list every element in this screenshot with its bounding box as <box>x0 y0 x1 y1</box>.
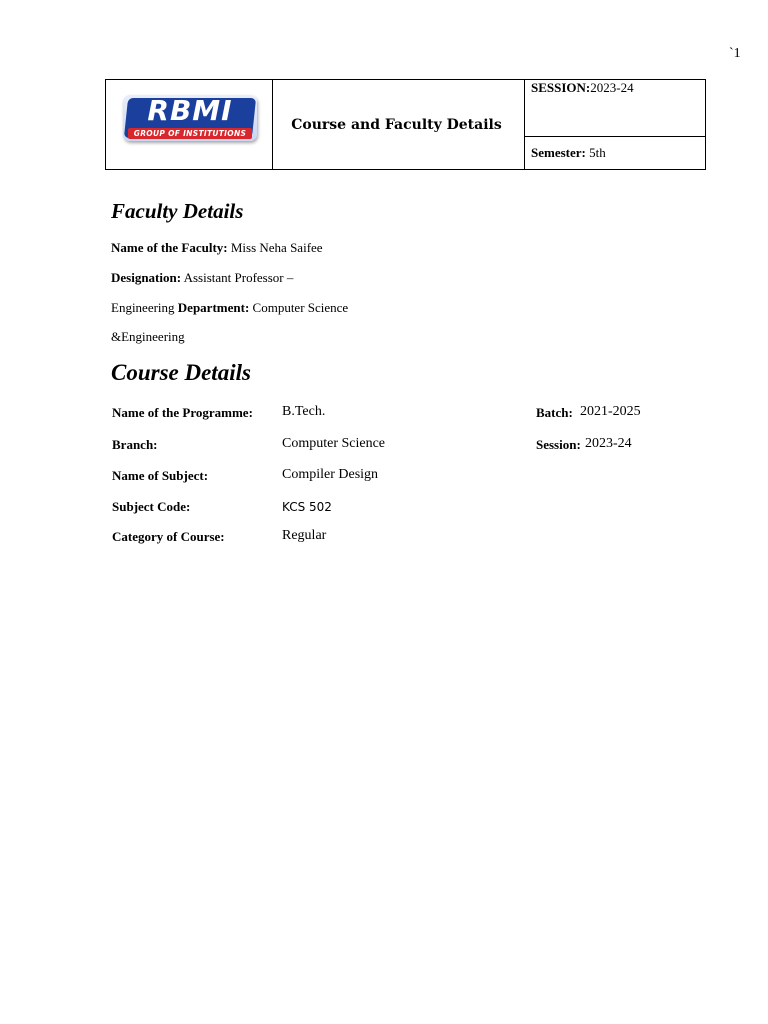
logo-cell <box>106 80 273 170</box>
batch-label: Batch: <box>536 405 573 420</box>
logo-brand: RBMI <box>147 94 233 127</box>
course-row <box>111 404 711 424</box>
semester-value: 5th <box>585 145 606 160</box>
course-row-label: Branch: <box>112 437 158 452</box>
session-value: 2023-24 <box>590 80 634 95</box>
course-row-value: KCS 502 <box>282 500 332 514</box>
course-row-label: Name of the Programme: <box>112 405 253 420</box>
designation-value: Assistant Professor – <box>181 270 294 285</box>
department-line <box>111 300 348 316</box>
faculty-details-heading: Faculty Details <box>111 199 244 223</box>
course-row-value: B.Tech. <box>282 404 326 419</box>
designation-label: Designation: <box>111 270 182 285</box>
semester-label: Semester: <box>531 145 586 160</box>
session-label: SESSION: <box>531 80 591 95</box>
faculty-name-value: Miss Neha Saifee <box>227 240 323 255</box>
session-cell <box>525 80 706 137</box>
logo-tagline: GROUP OF INSTITUTIONS <box>128 128 252 139</box>
department-label: Department: <box>177 300 250 315</box>
course-row-label: Category of Course: <box>112 529 225 544</box>
header-table <box>105 79 706 170</box>
designation-line <box>111 270 293 286</box>
faculty-name-label: Name of the Faculty: <box>111 240 228 255</box>
faculty-name-line <box>111 240 323 256</box>
course-row <box>111 498 711 518</box>
course-row-value: Regular <box>282 528 327 543</box>
designation-continuation: Engineering <box>111 300 178 315</box>
session-label-course: Session: <box>536 437 581 452</box>
session-value-course: 2023-24 <box>585 436 632 451</box>
course-row-value: Compiler Design <box>282 467 379 482</box>
department-continuation: &Engineering <box>111 329 185 344</box>
course-row <box>111 528 711 548</box>
department-value: Computer Science <box>249 300 349 315</box>
batch-value: 2021-2025 <box>580 404 641 419</box>
rbmi-logo <box>123 95 257 141</box>
course-details-heading: Course Details <box>111 360 251 385</box>
semester-cell <box>525 137 706 170</box>
document-title: Course and Faculty Details <box>291 116 502 133</box>
course-row <box>111 436 711 456</box>
title-cell <box>273 80 525 170</box>
course-row <box>111 467 711 487</box>
course-row-label: Subject Code: <box>112 499 191 514</box>
course-row-label: Name of Subject: <box>112 468 209 483</box>
course-row-value: Computer Science <box>282 436 386 451</box>
page-number: `1 <box>729 46 741 61</box>
